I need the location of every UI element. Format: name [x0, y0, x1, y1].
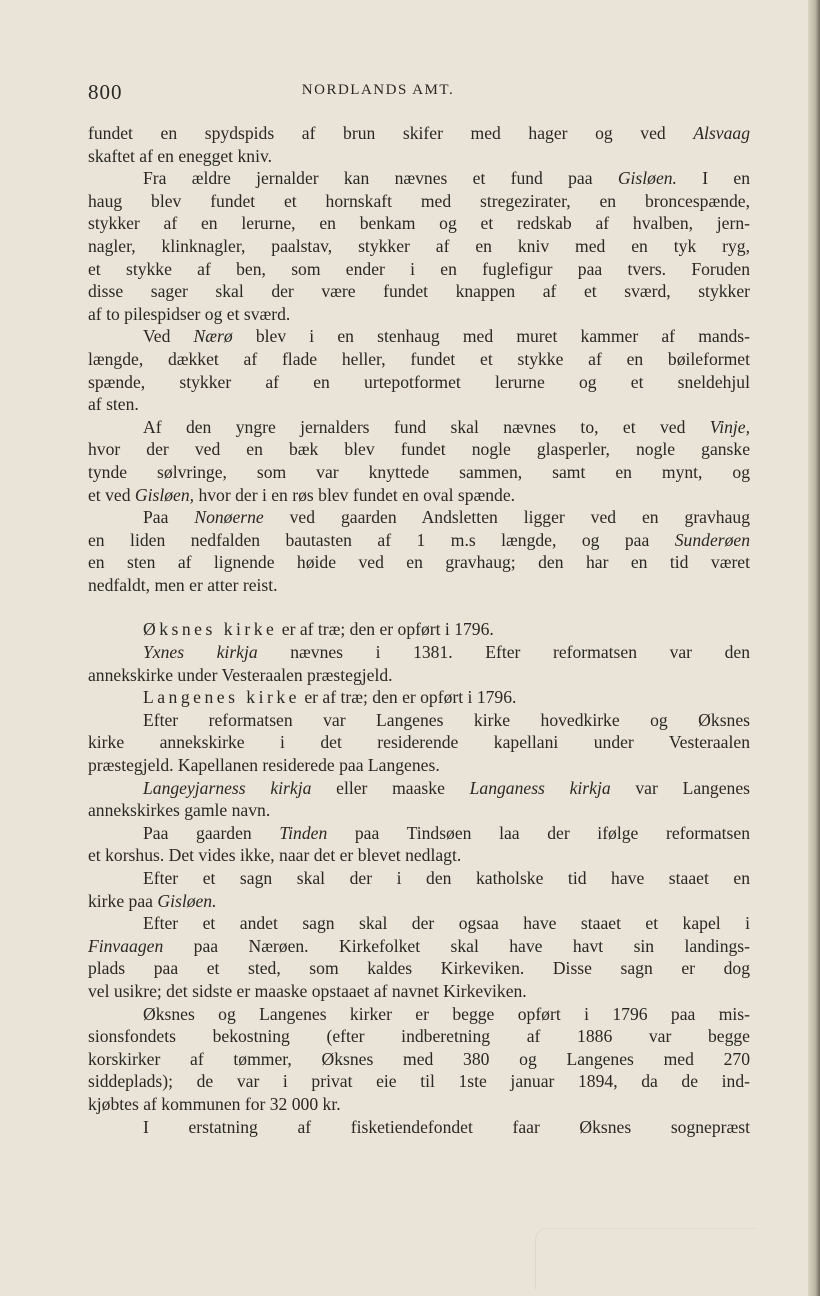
text-line: Langenes kirke er af træ; den er opført i 1796. — [143, 687, 517, 708]
page-header — [88, 80, 748, 110]
body-text — [88, 122, 750, 1138]
running-head: NORDLANDS AMT. — [301, 82, 455, 98]
text-line: af sten. — [88, 394, 139, 415]
text-line: annekskirke under Vesteraalen præstegjeld. — [88, 664, 393, 685]
text-line: vel usikre; det sidste er maaske opstaaet af navnet Kirkeviken. — [88, 980, 527, 1001]
text-line: Langeyjarness kirkja eller maaske Langaness kirkja var Langenes — [143, 777, 750, 798]
paper-smudge — [535, 1228, 756, 1289]
text-line: plads paa et sted, som kaldes Kirkeviken. Disse sagn er dog — [88, 958, 750, 979]
text-line: korskirker af tømmer, Øksnes med 380 og Langenes med 270 — [88, 1048, 750, 1069]
text-line: sionsfondets bekostning (efter indberetning af 1886 var begge — [88, 1026, 750, 1047]
text-line: Paa gaarden Tinden paa Tindsøen laa der ifølge reformatsen — [143, 822, 750, 843]
text-line: haug blev fundet et hornskaft med stregezirater, en broncespænde, — [88, 190, 750, 211]
text-line: disse sager skal der være fundet knappen af et sværd, stykker — [88, 281, 750, 302]
text-line: skaftet af en enegget kniv. — [88, 145, 273, 166]
text-line: annekskirkes gamle navn. — [88, 800, 271, 821]
text-line: kirke annekskirke i det residerende kapellani under Vesteraalen — [88, 732, 750, 753]
text-line: tynde sølvringe, som var knyttede sammen, samt en mynt, og — [88, 461, 750, 482]
text-line: Efter reformatsen var Langenes kirke hovedkirke og Øksnes — [143, 709, 750, 730]
text-line: fundet en spydspids af brun skifer med hager og ved Alsvaag — [88, 123, 750, 143]
text-line: et stykke af ben, som ender i en fuglefigur paa tvers. Foruden — [88, 258, 750, 279]
text-line: kirke paa Gisløen. — [88, 890, 217, 911]
text-line: Efter et andet sagn skal der ogsaa have staaet et kapel i — [143, 913, 750, 934]
text-line: Ved Nærø blev i en stenhaug med muret kammer af mands- — [143, 326, 750, 347]
page-edge-shadow — [808, 0, 820, 1296]
text-line: stykker af en lerurne, en benkam og et redskab af hvalben, jern- — [88, 213, 750, 234]
text-line: Yxnes kirkja nævnes i 1381. Efter reformatsen var den — [143, 642, 750, 663]
text-line: Efter et sagn skal der i den katholske tid have staaet en — [143, 868, 750, 888]
text-line: nedfaldt, men er atter reist. — [88, 574, 278, 595]
text-line: længde, dækket af flade heller, fundet et stykke af en bøileformet — [88, 348, 750, 369]
text-line: af to pilespidser og et sværd. — [88, 303, 291, 324]
page-number: 800 — [88, 80, 123, 104]
text-line: Paa Nonøerne ved gaarden Andsletten ligger ved en gravhaug — [143, 507, 750, 528]
text-line: Af den yngre jernalders fund skal nævnes to, et ved Vinje, — [143, 416, 750, 437]
text-line: en liden nedfalden bautasten af 1 m.s længde, og paa Sunderøen — [88, 529, 750, 550]
text-line: Øksnes og Langenes kirker er begge opført i 1796 paa mis- — [143, 1003, 750, 1024]
text-line: Fra ældre jernalder kan nævnes et fund paa Gisløen. I en — [143, 168, 750, 189]
text-line: præstegjeld. Kapellanen residerede paa Langenes. — [88, 755, 440, 776]
text-line: I erstatning af fisketiendefondet faar Øksnes sognepræst — [143, 1116, 750, 1137]
text-line: hvor der ved en bæk blev fundet nogle glasperler, nogle ganske — [88, 439, 750, 460]
text-line: Øksnes kirke er af træ; den er opført i 1796. — [143, 619, 494, 640]
text-line: et korshus. Det vides ikke, naar det er blevet nedlagt. — [88, 845, 462, 866]
text-line: en sten af lignende høide ved en gravhaug; den har en tid været — [88, 552, 750, 573]
text-line: spænde, stykker af en urtepotformet lerurne og et sneldehjul — [88, 371, 750, 392]
text-line: Finvaagen paa Nærøen. Kirkefolket skal have havt sin landings- — [88, 935, 750, 956]
text-line: nagler, klinknagler, paalstav, stykker af en kniv med en tyk ryg, — [88, 235, 750, 256]
text-line: siddeplads); de var i privat eie til 1ste januar 1894, da de ind- — [88, 1071, 750, 1092]
text-line: et ved Gisløen, hvor der i en røs blev fundet en oval spænde. — [88, 484, 516, 505]
text-line: kjøbtes af kommunen for 32 000 kr. — [88, 1093, 341, 1114]
